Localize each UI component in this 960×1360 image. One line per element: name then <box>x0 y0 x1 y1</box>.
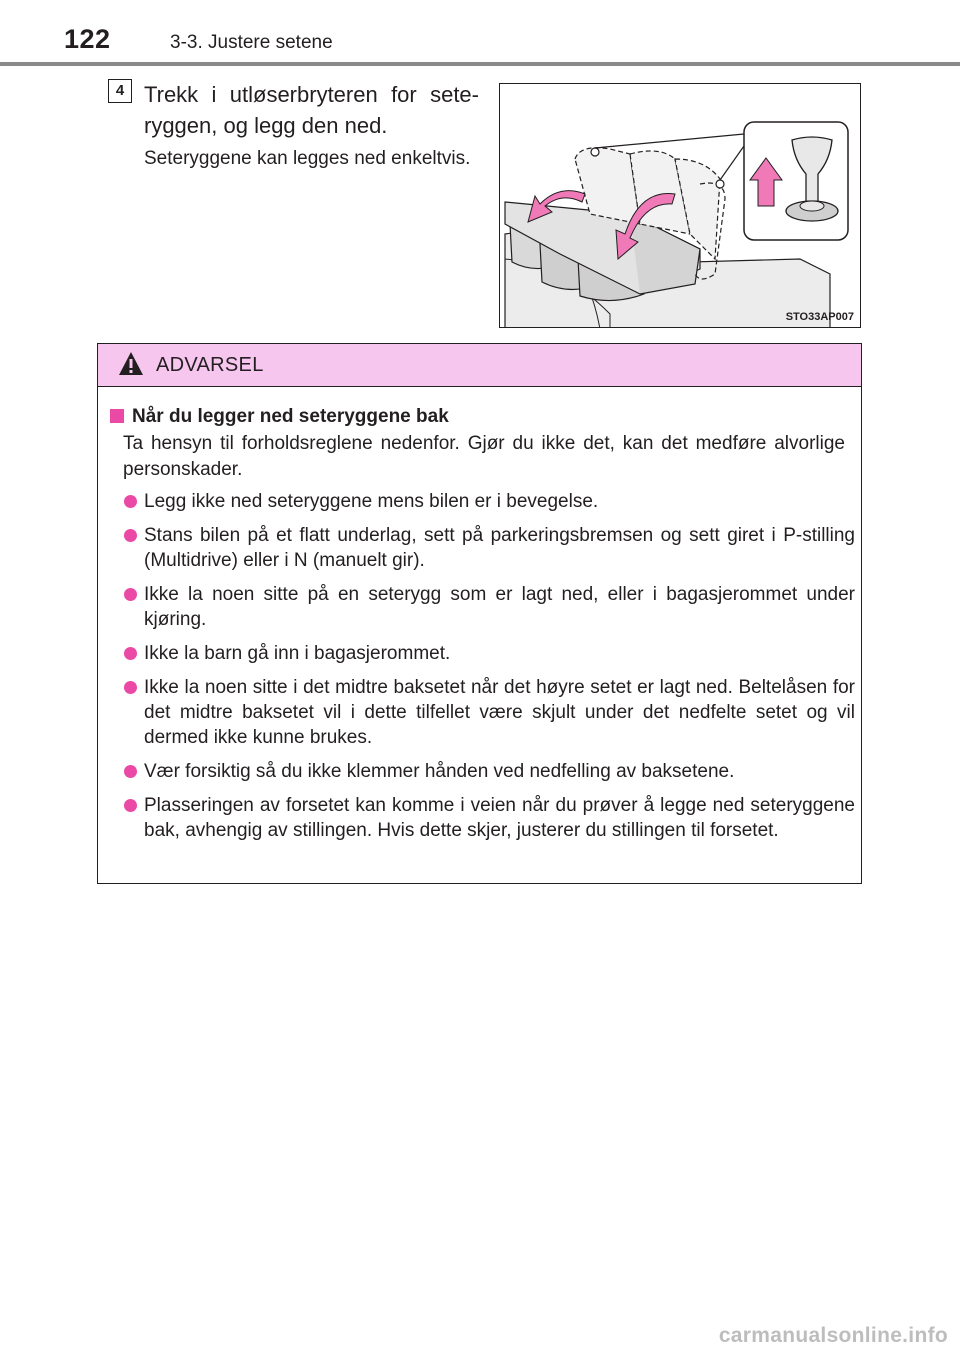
step-instruction: Trekk i utløserbryteren for seteryggen, og legg den ned. <box>144 82 479 138</box>
square-bullet-icon <box>110 409 124 423</box>
warning-subheading-text: Når du legger ned seteryggene bak <box>132 406 449 427</box>
bullet-icon <box>124 495 137 508</box>
warning-list <box>110 489 855 852</box>
header-rule <box>0 62 960 66</box>
step-number: 4 <box>108 79 132 103</box>
warning-triangle-icon <box>118 351 144 377</box>
warning-header <box>98 344 861 387</box>
warning-subheading <box>110 406 449 428</box>
list-item <box>110 489 855 514</box>
bullet-icon <box>124 681 137 694</box>
warning-title: ADVARSEL <box>156 354 264 376</box>
page-header <box>0 0 960 64</box>
warning-intro: Ta hensyn til forholdsreglene nedenfor. Gjør du ikke det, kan det medføre alvorlige personskader. <box>123 433 845 480</box>
list-item <box>110 675 855 750</box>
footer-watermark: carmanualsonline.info <box>718 1324 948 1347</box>
list-item <box>110 793 855 843</box>
list-item-text: Ikke la noen sitte i det midtre baksetet når det høyre setet er lagt ned. Beltelåsen for det midtre baksetet vil i dette tilfellet være skjult under det nedfelte setet og vil dermed ikke kunne brukes. <box>144 677 855 748</box>
list-item <box>110 641 855 666</box>
seat-fold-illustration <box>499 83 861 328</box>
list-item-text: Legg ikke ned seteryggene mens bilen er i bevegelse. <box>144 491 599 512</box>
list-item-text: Ikke la noen sitte på en seterygg som er lagt ned, eller i bagasjerommet under kjøring. <box>144 584 855 630</box>
list-item-text: Stans bilen på et flatt underlag, sett på parkeringsbremsen og sett giret i P-stilling (Multidrive) eller i N (manuelt gir). <box>144 525 855 571</box>
rear-seat-drawing <box>500 84 861 328</box>
list-item-text: Plasseringen av forsetet kan komme i veien når du prøver å legge ned seteryggene bak, avhengig av stillingen. Hvis dette skjer, justerer du stillingen til forsetet. <box>144 795 855 841</box>
warning-box <box>97 343 862 884</box>
bullet-icon <box>124 647 137 660</box>
list-item <box>110 523 855 573</box>
list-item-text: Vær forsiktig så du ikke klemmer hånden ved nedfelling av baksetene. <box>144 761 735 782</box>
bullet-icon <box>124 529 137 542</box>
bullet-icon <box>124 765 137 778</box>
section-title: 3-3. Justere setene <box>170 32 333 53</box>
bullet-icon <box>124 588 137 601</box>
page-number: 122 <box>64 24 111 54</box>
list-item <box>110 759 855 784</box>
list-item <box>110 582 855 632</box>
figure-code: STO33AP007 <box>785 311 854 323</box>
step-note: Seteryggene kan legges ned enkeltvis. <box>144 148 471 169</box>
bullet-icon <box>124 799 137 812</box>
list-item-text: Ikke la barn gå inn i bagasjerommet. <box>144 643 451 664</box>
